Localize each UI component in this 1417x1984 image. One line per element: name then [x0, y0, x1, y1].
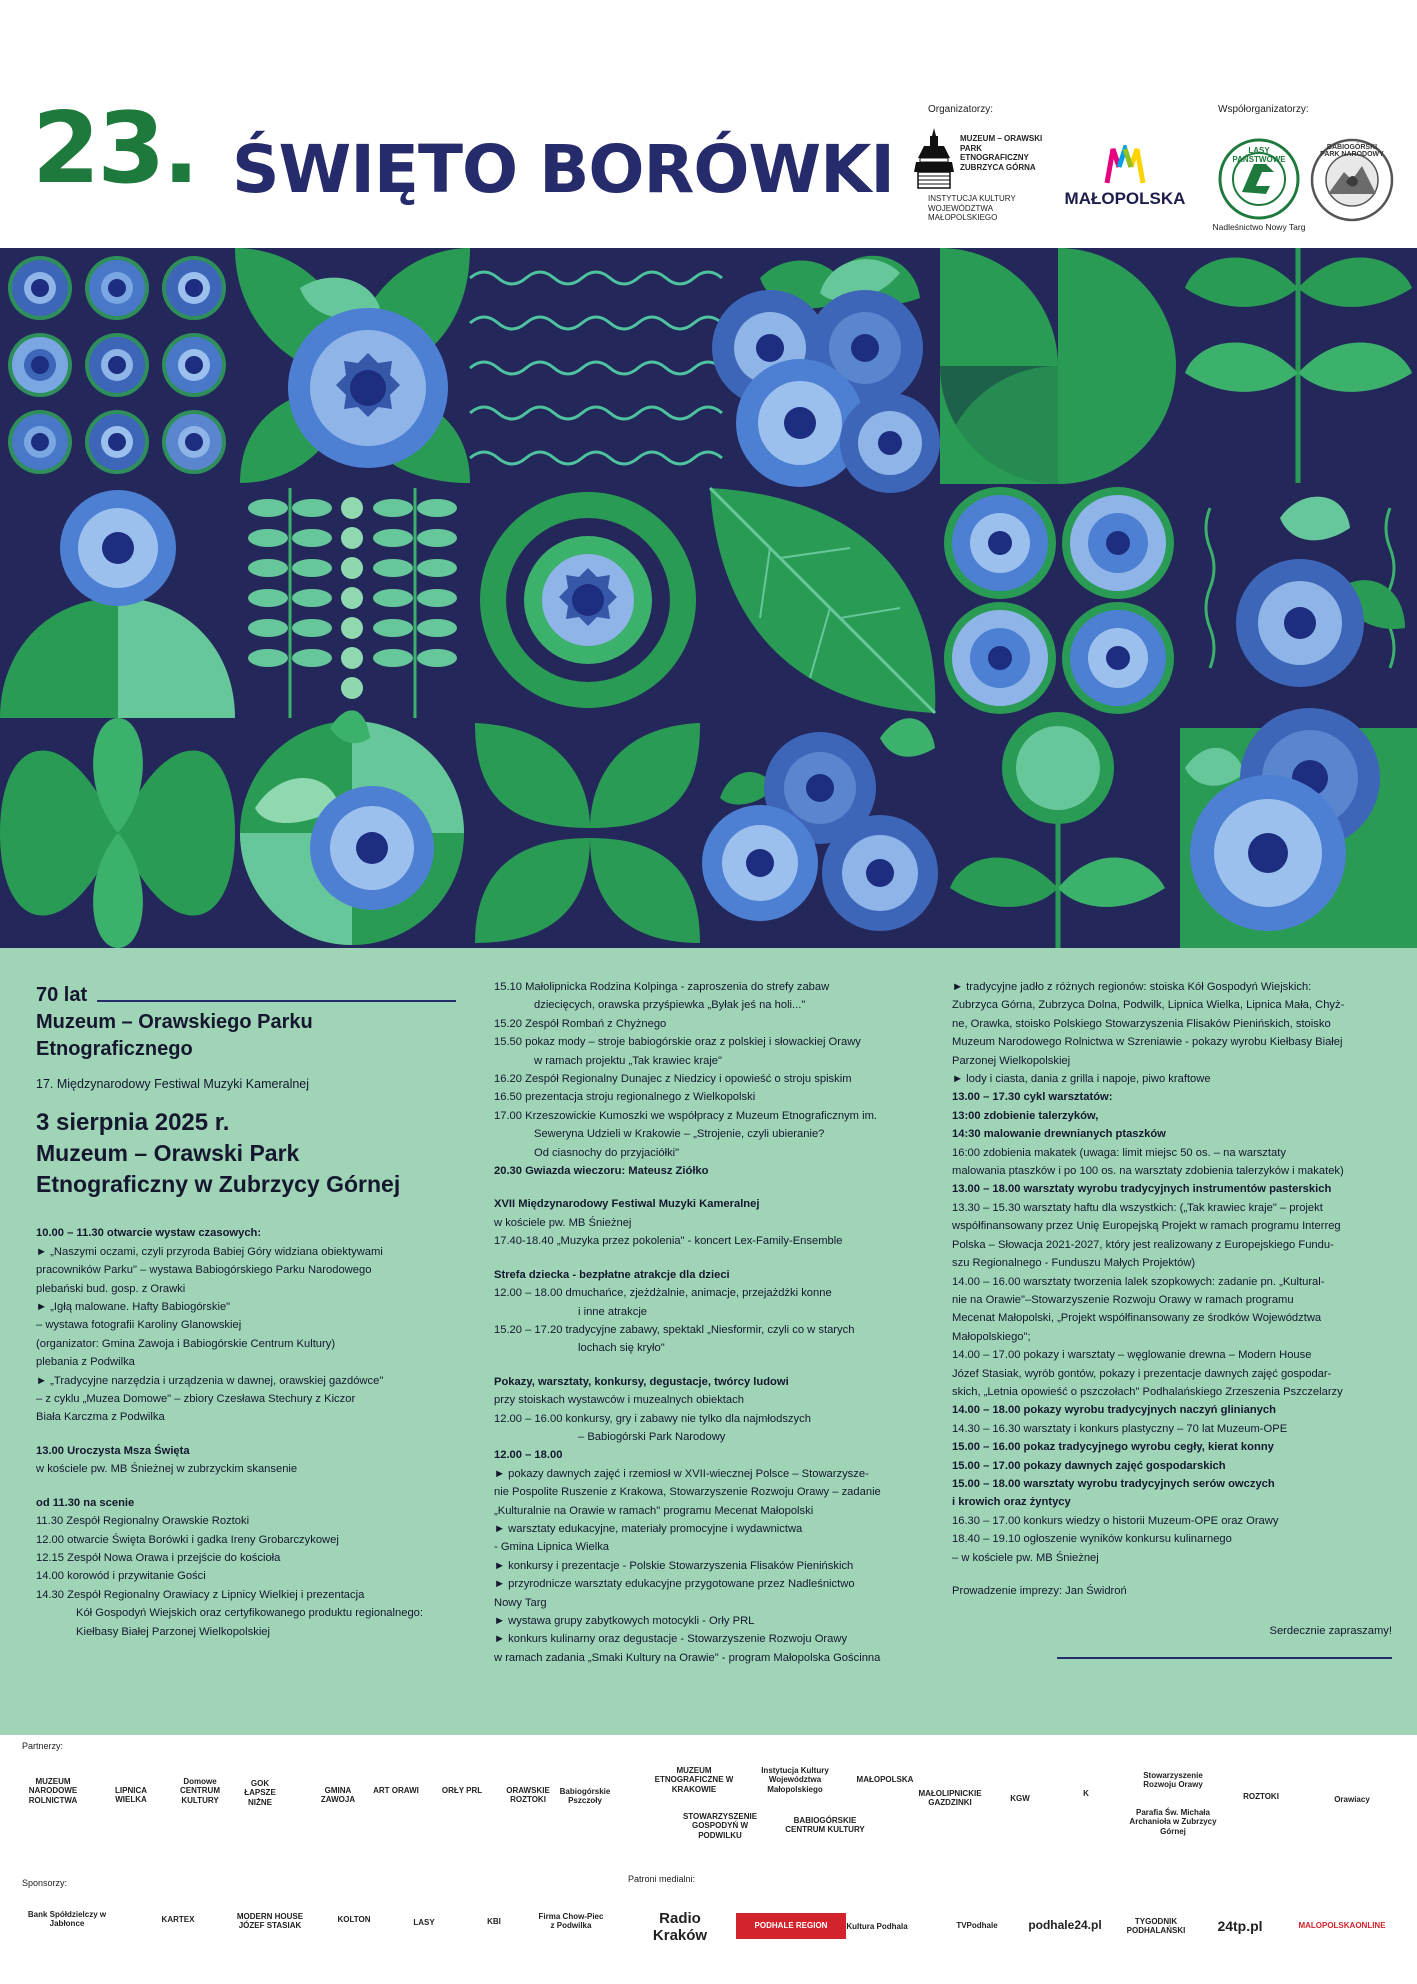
partner-logo: MAŁOLIPNICKIE GAZDZINKI	[918, 1788, 982, 1807]
program-line: współfinansowany przez Unię Europejską Projekt w ramach programu Interreg	[952, 1220, 1341, 1233]
sponsors-logos	[0, 1895, 1417, 1975]
program-line: i krowich oraz żyntycy	[952, 1496, 1071, 1509]
program-line: ► przyrodnicze warsztaty edukacyjne przygotowane przez Nadleśnictwo	[494, 1578, 855, 1591]
event-place-2: Etnograficzny w Zubrzycy Górnej	[36, 1171, 401, 1198]
program-line: plebania z Podwilka	[36, 1356, 135, 1369]
museum-logo-sub: INSTYTUCJA KULTURY WOJEWÓDZTWA MAŁOPOLSKIEGO	[928, 194, 1016, 223]
anniversary-heading	[36, 982, 456, 1009]
program-line: ► warsztaty edukacyjne, materiały promocyjne i wydawnictwa	[494, 1522, 803, 1535]
program-line: 10.00 – 11.30 otwarcie wystaw czasowych:	[36, 1227, 262, 1240]
partner-logo: LIPNICA WIELKA	[115, 1785, 147, 1804]
media-patron-logo: MALOPOLSKAONLINE	[1298, 1921, 1386, 1931]
program-line: 15.00 – 18.00 warsztaty wyrobu tradycyjnych serów owczych	[952, 1477, 1275, 1490]
festival-number: 23.	[32, 92, 197, 206]
lasy-panstwowe-logo	[1212, 138, 1306, 248]
program-line: Józef Stasiak, wyrób gontów, pokazy i prezentacje dawnych zajęć gospodar-	[952, 1367, 1332, 1380]
anniversary-line-3: Etnograficznego	[36, 1038, 193, 1060]
concentric-berry-tile	[480, 492, 696, 708]
program-line: 14.00 – 18.00 pokazy wyrobu tradycyjnych naczyń glinianych	[952, 1404, 1276, 1417]
program-line: Od ciasnochy do przyjaciółki"	[534, 1146, 680, 1159]
program-line: 13.00 – 17.30 cykl warsztatów:	[952, 1091, 1113, 1104]
malopolska-m-icon	[1103, 145, 1147, 185]
media-patron-logo: Radio Kraków	[652, 1909, 708, 1944]
program-line: 14.00 – 16.00 warsztaty tworzenia lalek szopkowych: zadanie pn. „Kultural-	[952, 1275, 1325, 1288]
program-line: 16.20 Zespół Regionalny Dunajec z Niedzicy i opowieść o stroju spiskim	[494, 1073, 852, 1086]
program-line: 13.30 – 15.30 warsztaty haftu dla wszystkich: („Tak krawiec kraje" – projekt	[952, 1201, 1323, 1214]
program-line: malowania ptaszków i po 100 os. na warsztaty zdobienia talerzyków i makatek)	[952, 1165, 1344, 1178]
program-line	[36, 1427, 456, 1442]
anniversary-line-1: 70 lat	[36, 984, 88, 1006]
program-line: ► konkurs kulinarny oraz degustacje - Stowarzyszenie Rozwoju Orawy	[494, 1633, 848, 1646]
program-line: lochach się kryło"	[578, 1342, 665, 1355]
program-line: 13:00 zdobienie talerzyków,	[952, 1109, 1099, 1122]
program-line: 17.00 Krzeszowickie Kumoszki we współpracy z Muzeum Etnograficznym im.	[494, 1109, 877, 1122]
program-line: 14:30 malowanie drewnianych ptaszków	[952, 1128, 1166, 1141]
program-line: 16.30 – 17.00 konkurs wiedzy o historii Muzeum-OPE oraz Orawy	[952, 1514, 1279, 1527]
heading-rule	[97, 1000, 456, 1002]
program-line: Parzonej Wielkopolskiej	[952, 1054, 1071, 1067]
program-line: od 11.30 na scenie	[36, 1496, 135, 1509]
museum-logo	[914, 128, 1064, 228]
festival-title: ŚWIĘTO BORÓWKI	[232, 131, 894, 208]
program-line: – Babiogórski Park Narodowy	[578, 1430, 726, 1443]
program-line: i inne atrakcje	[578, 1305, 648, 1318]
sponsor-logo: KBI	[487, 1917, 501, 1927]
partners-logos	[0, 1760, 1417, 1860]
program-line: 17.40-18.40 „Muzyka przez pokolenia" - koncert Lex-Family-Ensemble	[494, 1235, 843, 1248]
program-line: Muzeum Narodowego Rolnictwa w Szreniawie - pokazy wyrobu Kiełbasy Białej	[952, 1036, 1343, 1049]
event-place-1: Muzeum – Orawski Park	[36, 1140, 300, 1167]
program-section	[0, 948, 1417, 1735]
partner-logo: Domowe CENTRUM KULTURY	[180, 1777, 220, 1805]
partner-logo: BABIOGÓRSKIE CENTRUM KULTURY	[785, 1815, 865, 1834]
festival-subtitle: 17. Międzynarodowy Festiwal Muzyki Kameralnej	[36, 1077, 310, 1091]
program-line: Kół Gospodyń Wiejskich oraz certyfikowanego produktu regionalnego:	[76, 1607, 424, 1620]
program-line: ne, Orawka, stoisko Polskiego Stowarzyszenia Flisaków Pienińskich, stoisko	[952, 1017, 1331, 1030]
program-line: 15.20 Zespół Rombań z Chyżnego	[494, 1017, 667, 1030]
program-line: ► tradycyjne jadło z różnych regionów: stoiska Kół Gospodyń Wiejskich:	[952, 981, 1312, 993]
wooden-church-icon	[914, 128, 954, 190]
program-line: 16.50 prezentacja stroju regionalnego z Wielkopolski	[494, 1091, 756, 1104]
program-line: 11.30 Zespół Regionalny Orawskie Roztoki	[36, 1515, 250, 1528]
partner-logo: Orawiacy	[1334, 1795, 1370, 1805]
program-line: Biała Karczma z Podwilka	[36, 1411, 165, 1424]
sponsor-logo: Bank Spółdzielczy w Jabłonce	[27, 1909, 107, 1928]
media-patron-logo: 24tp.pl	[1217, 1917, 1263, 1934]
program-col1-lines	[36, 1224, 456, 1641]
partner-logo: ROZTOKI	[1243, 1792, 1279, 1802]
partner-logo: MUZEUM NARODOWE ROLNICTWA	[28, 1777, 78, 1805]
program-col2-lines	[494, 978, 934, 1667]
event-date: 3 sierpnia 2025 r.	[36, 1109, 230, 1137]
program-line	[36, 1479, 456, 1494]
partner-logo: GOK ŁAPSZE NIŻNE	[244, 1779, 276, 1807]
program-line: 14.00 – 17.00 pokazy i warsztaty – węglowanie drewna – Modern House	[952, 1349, 1312, 1362]
malopolska-text: MAŁOPOLSKA	[1064, 189, 1186, 208]
sponsor-logo: KOLTON	[337, 1915, 371, 1925]
blueberry-art-band	[0, 248, 1417, 948]
program-line: 12.00 – 16.00 konkursy, gry i zabawy nie tylko dla najmłodszych	[494, 1412, 811, 1425]
partner-logo: KGW	[1010, 1794, 1030, 1804]
blueberry-pattern-illustration	[0, 248, 1417, 948]
program-line: 15.50 pokaz mody – stroje babiogórskie oraz z polskiej i słowackiej Orawy	[494, 1036, 861, 1049]
program-line: ► lody i ciasta, dania z grilla i napoje, piwo kraftowe	[952, 1073, 1211, 1086]
partner-logo: Parafia Św. Michała Archanioła w Zubrzycy Górnej	[1129, 1808, 1217, 1836]
program-line: 20.30 Gwiazda wieczoru: Mateusz Ziółko	[494, 1165, 709, 1178]
program-line: ► „Igłą malowane. Hafty Babiogórskie"	[36, 1301, 231, 1314]
media-patron-logo: PODHALE REGION	[736, 1913, 846, 1939]
program-line: Polska – Słowacja 2021-2027, który jest realizowany z Europejskiego Fundu-	[952, 1238, 1334, 1251]
program-line: ► „Tradycyjne narzędzia i urządzenia w dawnej, orawskiej gazdówce"	[36, 1374, 384, 1387]
program-line: w ramach projektu „Tak krawiec kraje"	[534, 1054, 723, 1067]
media-label: Patroni medialni:	[628, 1874, 696, 1884]
program-line: 12.00 otwarcie Święta Borówki i gadka Ireny Grobarczykowej	[36, 1533, 339, 1546]
program-line: Nowy Targ	[494, 1596, 547, 1609]
program-line: skich, „Letnia opowieść o pszczołach" Podhalańskiego Zrzeszenia Pszczelarzy	[952, 1385, 1343, 1398]
program-line: Kiełbasy Białej Parzonej Wielkopolskiej	[76, 1625, 271, 1638]
partner-logo: Babiogórskie Pszczoły	[559, 1786, 611, 1805]
program-line: - Gmina Lipnica Wielka	[494, 1541, 610, 1554]
petal-leaves-tile	[0, 718, 235, 948]
media-patron-logo: Kultura Podhala	[846, 1922, 908, 1932]
museum-logo-text: MUZEUM – ORAWSKI PARK ETNOGRAFICZNY ZUBRZYCA GÓRNA	[960, 134, 1043, 172]
program-line: 12.15 Zespół Nowa Orawa i przejście do kościoła	[36, 1551, 281, 1564]
sponsors-label: Sponsorzy:	[22, 1878, 68, 1888]
program-line: (organizator: Gmina Zawoja i Babiogórskie Centrum Kultury)	[36, 1337, 336, 1350]
program-line: Małopolskiego";	[952, 1330, 1031, 1343]
program-line: – w kościele pw. MB Śnieżnej	[952, 1551, 1099, 1564]
program-line: nie na Orawie"–Stowarzyszenie Rozwoju Orawy w ramach programu	[952, 1293, 1294, 1306]
program-line: 14.00 korowód i przywitanie Gości	[36, 1570, 206, 1583]
program-line: 14.30 – 16.30 warsztaty i konkurs plastyczny – 70 lat Muzeum-OPE	[952, 1422, 1288, 1435]
big-berries-tile	[1180, 708, 1417, 948]
sponsor-logo: LASY	[413, 1918, 435, 1928]
program-line: 15.20 – 17.20 tradycyjne zabawy, spektakl „Niesformir, czyli co w starych	[494, 1323, 855, 1336]
program-column-2	[494, 978, 934, 1667]
small-berries-grid	[8, 256, 226, 474]
partner-logo: Stowarzyszenie Rozwoju Orawy	[1143, 1770, 1203, 1789]
program-line	[952, 1567, 1392, 1582]
program-line: Zubrzyca Górna, Zubrzyca Dolna, Podwilk, Lipnica Wielka, Lipnica Mała, Chyż-	[952, 999, 1345, 1012]
nadlesnictwo-text: Nadleśnictwo Nowy Targ	[1212, 222, 1306, 232]
program-line: w kościele pw. MB Śnieżnej w zubrzyckim skansenie	[36, 1463, 298, 1476]
program-line: ► pokazy dawnych zajęć i rzemiosł w XVII-wiecznej Polsce – Stowarzysze-	[494, 1467, 869, 1480]
program-line: Seweryna Udzieli w Krakowie – „Strojenie, czyli ubieranie?	[534, 1128, 825, 1141]
program-line: Strefa dziecka - bezpłatne atrakcje dla dzieci	[494, 1268, 730, 1281]
program-line: „Kulturalnie na Orawie w ramach" programu Mecenat Małopolski	[494, 1504, 814, 1517]
program-col3-lines	[952, 978, 1392, 1600]
program-line	[494, 1251, 934, 1266]
program-line: – wystawa fotografii Karoliny Glanowskiej	[36, 1319, 242, 1332]
media-patron-logo: TVPodhale	[956, 1921, 998, 1931]
partner-logo: ART ORAWI	[373, 1786, 419, 1796]
partner-logo: STOWARZYSZENIE GOSPODYŃ W PODWILKU	[682, 1812, 758, 1840]
program-line: 14.30 Zespół Regionalny Orawiacy z Lipnicy Wielkiej i prezentacja	[36, 1588, 365, 1601]
program-line	[494, 1180, 934, 1195]
bpn-logo	[1310, 138, 1394, 222]
sponsor-logo: Firma Chow-Piec z Podwilka	[538, 1911, 604, 1930]
partner-logo: MUZEUM ETNOGRAFICZNE W KRAKOWIE	[654, 1766, 734, 1794]
program-line: 15.00 – 17.00 pokazy dawnych zajęć gospodarskich	[952, 1459, 1226, 1472]
program-line: w kościele pw. MB Śnieżnej	[494, 1216, 632, 1229]
program-line: 13.00 Uroczysta Msza Święta	[36, 1444, 190, 1457]
program-line: ► „Naszymi oczami, czyli przyroda Babiej Góry widziana obiektywami	[36, 1245, 383, 1258]
program-line: 15.00 – 16.00 pokaz tradycyjnego wyrobu cegły, kierat konny	[952, 1441, 1274, 1454]
program-line	[494, 1358, 934, 1373]
program-line: Mecenat Małopolski, „Projekt współfinansowany ze środków Województwa	[952, 1312, 1322, 1325]
coorganizers-label: Współorganizatorzy:	[1218, 104, 1309, 115]
partner-logo: K	[1083, 1789, 1089, 1799]
program-line: nie Pospolite Ruszenie z Krakowa, Stowarzyszenie Rozwoju Orawy – zadanie	[494, 1486, 881, 1499]
program-line: Prowadzenie imprezy: Jan Świdroń	[952, 1585, 1127, 1597]
program-line: – z cyklu „Muzea Domowe" – zbiory Czesława Stechury z Kiczor	[36, 1393, 356, 1406]
program-line: w ramach zadania „Smaki Kultury na Orawie" - program Małopolska Gościnna	[494, 1651, 881, 1664]
malopolska-logo	[1055, 145, 1195, 215]
program-line: 13.00 – 18.00 warsztaty wyrobu tradycyjnych instrumentów pasterskich	[952, 1183, 1332, 1196]
program-line: ► konkursy i prezentacje - Polskie Stowarzyszenia Flisaków Pienińskich	[494, 1559, 854, 1572]
program-line: dziecięcych, orawska przyśpiewka „Byłak jeś na holi..."	[534, 999, 806, 1012]
anniversary-line-2: Muzeum – Orawskiego Parku	[36, 1011, 313, 1033]
program-line: plebański bud. gosp. z Orawki	[36, 1282, 186, 1295]
half-circles-tile	[940, 248, 1176, 484]
sponsor-logo: MODERN HOUSE JÓZEF STASIAK	[236, 1911, 304, 1930]
program-line: ► wystawa grupy zabytkowych motocykli - Orły PRL	[494, 1615, 755, 1627]
organizers-label: Organizatorzy:	[928, 104, 994, 115]
program-column-1	[36, 982, 456, 1641]
program-column-3	[952, 978, 1392, 1659]
bpn-ring-text: BABIOGÓRSKI PARK NARODOWY	[1320, 144, 1384, 158]
partners-label: Partnerzy:	[22, 1741, 64, 1751]
program-line: 16:00 zdobienia makatek (uwaga: limit miejsc 50 os. – na warsztaty	[952, 1146, 1286, 1159]
partner-logo: Instytucja Kultury Województwa Małopolskiego	[761, 1766, 829, 1794]
closing-invitation: Serdecznie zapraszamy!	[1269, 1625, 1392, 1638]
media-patron-logo: TYGODNIK PODHALAŃSKI	[1126, 1916, 1186, 1935]
program-line: 15.10 Małolipnicka Rodzina Kolpinga - zaproszenia do strefy zabaw	[494, 981, 830, 993]
program-line: 12.00 – 18.00 dmuchańce, zjeżdżalnie, animacje, przejażdżki konne	[494, 1287, 832, 1300]
program-line: szu Regionalnego - Funduszu Małych Projektów)	[952, 1257, 1196, 1270]
closing-rule	[1057, 1657, 1392, 1659]
lasy-ring-text: LASY PAŃSTWOWE	[1232, 146, 1286, 164]
program-line: Pokazy, warsztaty, konkursy, degustacje, twórcy ludowi	[494, 1375, 789, 1388]
program-line: XVII Międzynarodowy Festiwal Muzyki Kameralnej	[494, 1198, 760, 1211]
program-line: 18.40 – 19.10 ogłoszenie wyników konkursu kulinarnego	[952, 1533, 1232, 1546]
partner-logo: ORAWSKIE ROZTOKI	[506, 1785, 550, 1804]
partner-logo: ORŁY PRL	[441, 1786, 483, 1796]
media-patron-logo: podhale24.pl	[1028, 1918, 1102, 1933]
partner-logo: MAŁOPOLSKA	[856, 1775, 914, 1785]
partner-logo: GMINA ZAWOJA	[320, 1785, 356, 1804]
program-line: przy stoiskach wystawców i muzealnych obiektach	[494, 1394, 744, 1407]
program-line: pracowników Parku" – wystawa Babiogórskiego Parku Narodowego	[36, 1264, 372, 1277]
program-line: 12.00 – 18.00	[494, 1449, 563, 1462]
sponsor-logo: KARTEX	[161, 1915, 195, 1925]
